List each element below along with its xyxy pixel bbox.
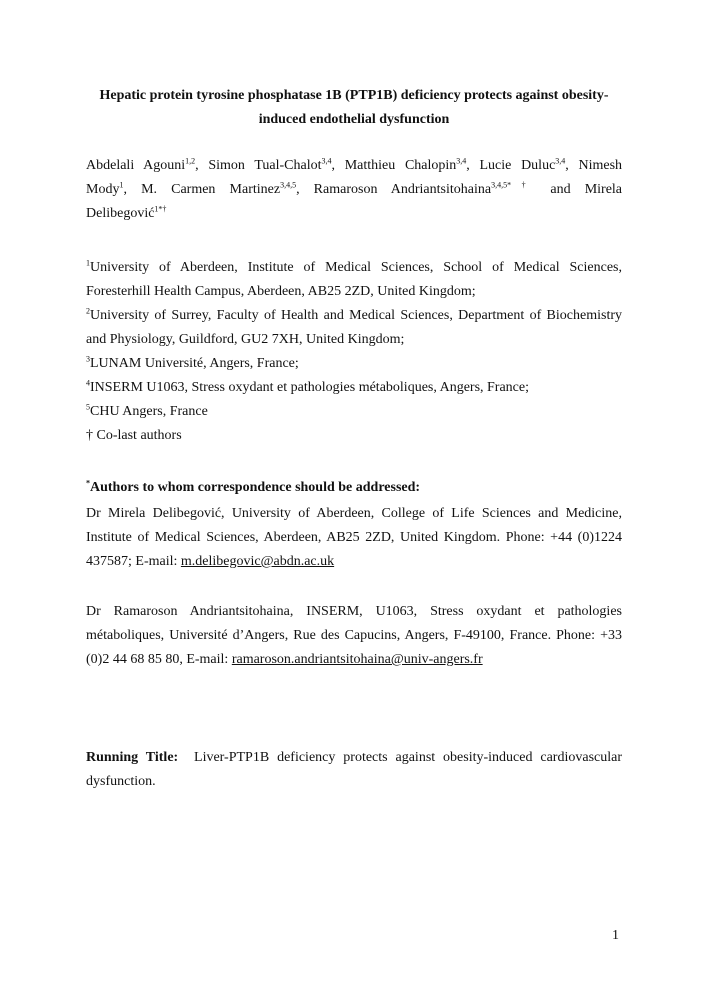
correspondence-author-2: Dr Ramaroson Andriantsitohaina, INSERM, U1063, Stress oxydant et pathologies métaboliques, Université d’Angers, Rue des Capucins, Angers, F-49100, France. Phone: +33 (0)2 44 68 85 80, E-mail: ramaroson.andriantsitohaina@univ-angers.fr [86, 604, 622, 667]
paper-title [60, 84, 648, 132]
affiliation-2: $^2$University of Surrey, Faculty of Health and Medical Sciences, Department of Biochemistry and Physiology, Guildford, GU2 7XH, United Kingdom; [86, 306, 622, 347]
author-name-part: Delibegović [86, 206, 155, 221]
author-affil-sup: 3,4 [456, 156, 467, 166]
affiliation-list [86, 256, 622, 448]
author-affil-sup: 3,4 [321, 156, 332, 166]
author-line-2: Mody$^1$, M. Carmen Martinez$^{3,4,5}$, Ramaroson Andriantsitohaina$^{3,4,5*\dagger}$ and Mirela [86, 180, 623, 197]
author-name-part: Mirela [584, 182, 623, 197]
email-link-delibegovic[interactable]: m.delibegovic@abdn.ac.uk [180, 554, 335, 569]
email-link-andriantsitohaina[interactable]: ramaroson.andriantsitohaina@univ-angers.fr [231, 652, 483, 667]
author-name: Abdelali Agouni [86, 158, 186, 173]
correspondence-star: * [86, 478, 90, 488]
author-list [86, 154, 622, 226]
affiliation-4: $^4$INSERM U1063, Stress oxydant et pathologies métaboliques, Angers, France; [86, 378, 529, 395]
title-line-2: induced endothelial dysfunction [258, 112, 450, 127]
title-line-1: Hepatic protein tyrosine phosphatase 1B (PTP1B) deficiency protects against obesity- [99, 88, 609, 103]
co-last-authors-note: † Co-last authors [86, 428, 182, 443]
correspondence-author-1: Dr Mirela Delibegović, University of Aberdeen, College of Life Sciences and Medicine, Institute of Medical Sciences, Aberdeen, AB25 2ZD, United Kingdom. Phone: +44 (0)1224 437587; E-mail: m.delibegovic@abdn.ac.uk [86, 506, 622, 569]
author-affil-sup: 3,4 [555, 156, 566, 166]
affiliation-1: $^1$University of Aberdeen, Institute of Medical Sciences, School of Medical Sciences, Foresterhill Health Campus, Aberdeen, AB25 2ZD, United Kingdom; [86, 258, 622, 299]
author-line-3 [86, 202, 622, 226]
author-affil-sup: 1 [119, 180, 124, 190]
running-title [86, 746, 622, 794]
affiliation-5: $^5$CHU Angers, France [86, 402, 208, 419]
running-title-text: Liver-PTP1B deficiency protects against obesity-induced cardiovascular dysfunction. [86, 750, 622, 789]
author-name: Matthieu Chalopin [344, 158, 457, 173]
affiliation-3: $^3$LUNAM Université, Angers, France; [86, 354, 299, 371]
author-affil-sup: 1,2 [185, 156, 196, 166]
author-line-1: Abdelali Agouni$^{1,2}$, Simon Tual-Chalot$^{3,4}$, Matthieu Chalopin$^{3,4}$, Lucie Duluc$^{3,4}$, Nimesh [86, 156, 623, 173]
author-affil-sup: 3,4,5 [280, 180, 297, 190]
running-title-label: Running Title: [86, 750, 179, 765]
author-affil-sup: 1*† [154, 204, 167, 214]
author-name: Lucie Duluc [479, 158, 556, 173]
author-name-part: Mody [86, 182, 120, 197]
author-affil-sup: 3,4,5*† [491, 180, 537, 190]
author-name: Simon Tual-Chalot [208, 158, 322, 173]
page-number: 1 [612, 928, 619, 943]
author-name: M. Carmen Martinez [141, 182, 281, 197]
author-name: Ramaroson Andriantsitohaina [313, 182, 492, 197]
correspondence-heading: *Authors to whom correspondence should be addressed: [86, 478, 421, 495]
author-name-part: Nimesh [578, 158, 623, 173]
